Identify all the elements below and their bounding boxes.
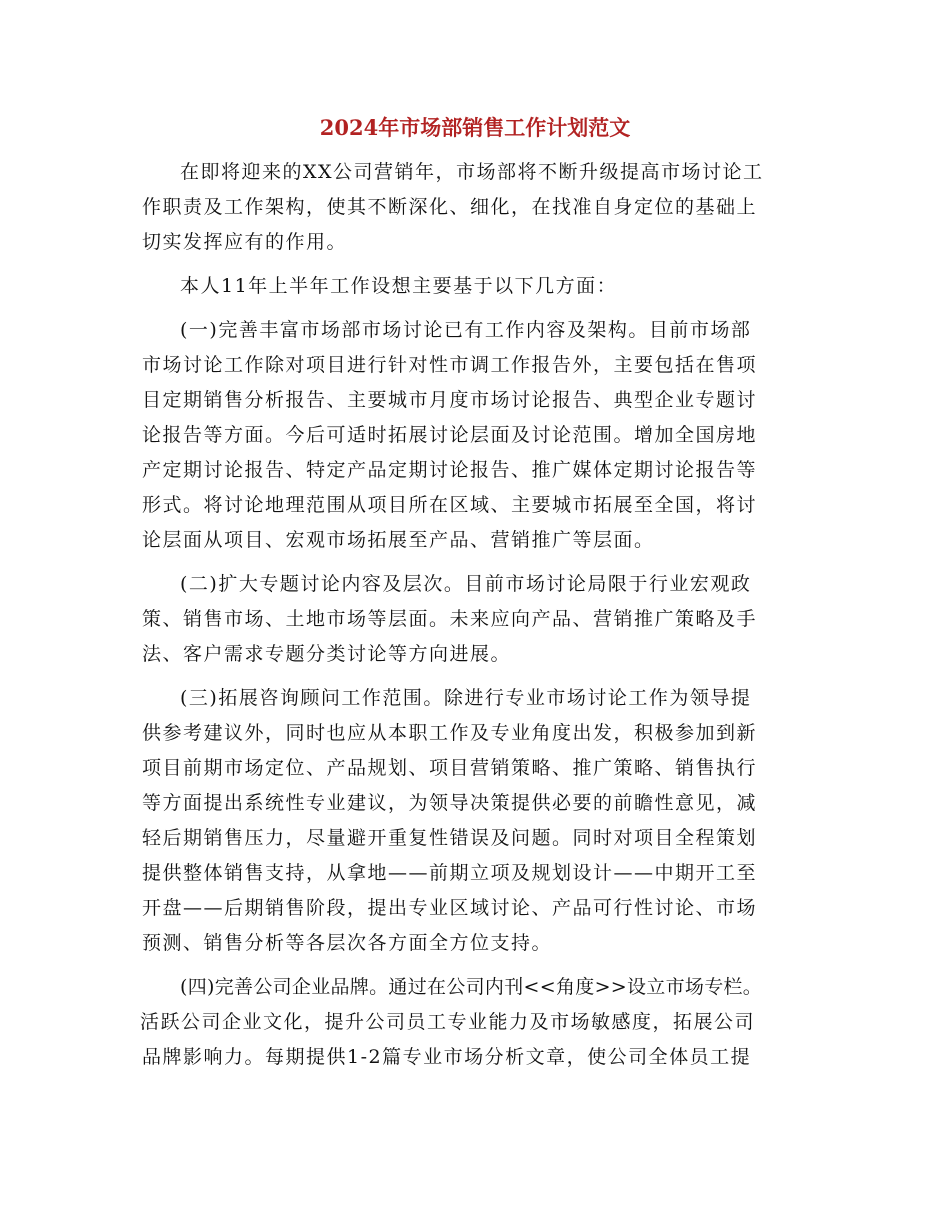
text-line: 论层面从项目、宏观市场拓展至产品、营销推广等层面。 <box>142 529 655 551</box>
text-line: 本人11年上半年工作设想主要基于以下几方面： <box>180 275 618 297</box>
document-title: 2024年市场部销售工作计划范文 <box>319 115 631 140</box>
text-line: (一)完善丰富市场部市场讨论已有工作内容及架构。目前市场部 <box>180 319 752 341</box>
paragraph-item-4 <box>142 970 810 1075</box>
text-line: 等方面提出系统性专业建议，为领导决策提供必要的前瞻性意见，减 <box>142 792 758 814</box>
text-line: 开盘——后期销售阶段，提出专业区域讨论、产品可行性讨论、市场 <box>142 897 758 919</box>
text-line: 目定期销售分析报告、主要城市月度市场讨论报告、典型企业专题讨 <box>142 389 758 411</box>
text-line: 预测、销售分析等各层次各方面全方位支持。 <box>142 932 553 954</box>
paragraph-item-3 <box>142 681 810 961</box>
text-line: 法、客户需求专题分类讨论等方向进展。 <box>142 643 512 665</box>
text-line: 论报告等方面。今后可适时拓展讨论层面及讨论范围。增加全国房地 <box>142 424 758 446</box>
text-line: 产定期讨论报告、特定产品定期讨论报告、推广媒体定期讨论报告等 <box>142 459 758 481</box>
paragraph-item-2 <box>142 567 810 672</box>
text-line: (二)扩大专题讨论内容及层次。目前市场讨论局限于行业宏观政 <box>180 573 752 595</box>
text-line: 切实发挥应有的作用。 <box>142 231 348 253</box>
text-line: 策、销售市场、土地市场等层面。未来应向产品、营销推广策略及手 <box>142 608 758 630</box>
text-line: 供参考建议外，同时也应从本职工作及专业角度出发，积极参加到新 <box>142 722 758 744</box>
paragraph-item-1 <box>142 313 810 558</box>
text-line: 提供整体销售支持，从拿地——前期立项及规划设计——中期开工至 <box>142 862 758 884</box>
document-body <box>142 155 810 1084</box>
text-line: 品牌影响力。每期提供1-2篇专业市场分析文章，使公司全体员工提 <box>142 1046 752 1068</box>
text-line: 活跃公司企业文化，提升公司员工专业能力及市场敏感度，拓展公司 <box>140 1011 756 1033</box>
text-line: 轻后期销售压力，尽量避开重复性错误及问题。同时对项目全程策划 <box>142 827 758 849</box>
paragraph-overview <box>142 269 810 304</box>
text-line: (四)完善公司企业品牌。通过在公司内刊<<角度>>设立市场专栏。 <box>180 976 763 998</box>
text-line: 项目前期市场定位、产品规划、项目营销策略、推广策略、销售执行 <box>142 757 758 779</box>
text-line: 在即将迎来的XX公司营销年，市场部将不断升级提高市场讨论工 <box>180 161 764 183</box>
text-line: (三)拓展咨询顾问工作范围。除进行专业市场讨论工作为领导提 <box>180 687 752 709</box>
text-line: 形式。将讨论地理范围从项目所在区域、主要城市拓展至全国，将讨 <box>142 494 758 516</box>
paragraph-intro <box>142 155 810 260</box>
text-line: 市场讨论工作除对项目进行针对性市调工作报告外，主要包括在售项 <box>142 354 758 376</box>
text-line: 作职责及工作架构，使其不断深化、细化，在找准自身定位的基础上 <box>142 196 758 218</box>
